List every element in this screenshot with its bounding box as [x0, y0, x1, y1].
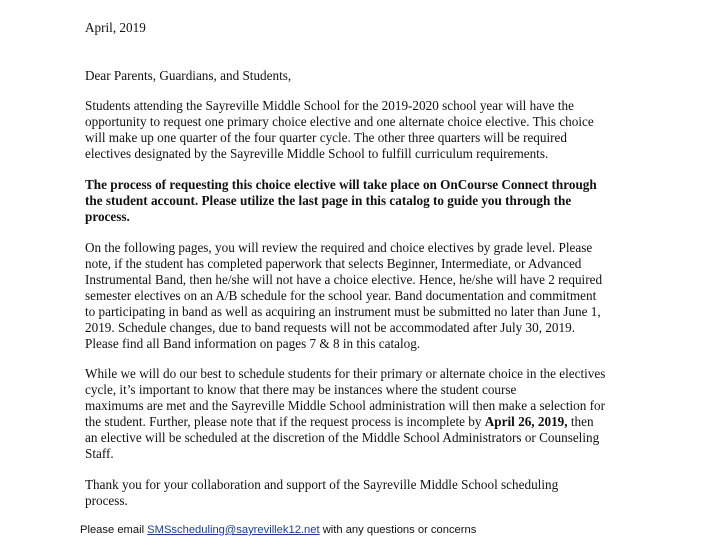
paragraph-4-text: then	[567, 414, 594, 429]
paragraph-3-line: 2019. Schedule changes, due to band requests will not be accommodated after July 30, 2019.	[85, 320, 576, 335]
footer-text: Please email	[80, 524, 148, 536]
letter-salutation: Dear Parents, Guardians, and Students,	[85, 68, 292, 83]
paragraph-3-line: to participating in band as well as acquiring an instrument must be submitted no later than June 1,	[85, 304, 601, 319]
paragraph-1-line: electives designated by the Sayreville Middle School to fulfill curriculum requirements.	[85, 146, 549, 161]
paragraph-4-line: Staff.	[85, 446, 114, 461]
paragraph-3-line: note, if the student has completed paperwork that selects Beginner, Intermediate, or Advanced	[85, 256, 582, 271]
paragraph-3-line: On the following pages, you will review the required and choice electives by grade level. Please	[85, 240, 593, 255]
paragraph-2-bold-line: process.	[85, 209, 130, 224]
paragraph-4-text: the student. Further, please note that if the request process is incomplete by	[85, 414, 485, 429]
paragraph-4-line: maximums are met and the Sayreville Middle School administration will then make a selection for	[85, 398, 606, 413]
letter-date: April, 2019	[85, 20, 146, 35]
paragraph-1-line: opportunity to request one primary choice elective and one alternate choice elective. This choice	[85, 114, 594, 129]
paragraph-4-line: cycle, it’s important to know that there may be instances where the student course	[85, 382, 517, 397]
paragraph-4-line	[85, 414, 594, 429]
closing-line: process.	[85, 493, 128, 508]
closing-line: Thank you for your collaboration and support of the Sayreville Middle School scheduling	[85, 477, 559, 492]
footer-contact	[80, 523, 476, 537]
paragraph-3-line: Instrumental Band, then he/she will not have a choice elective. Hence, he/she will have 2 required	[85, 272, 603, 287]
paragraph-2-bold-line: The process of requesting this choice elective will take place on OnCourse Connect through	[85, 177, 597, 192]
email-link[interactable]: SMSscheduling@sayrevillek12.net	[147, 524, 320, 536]
paragraph-1-line: will make up one quarter of the four quarter cycle. The other three quarters will be required	[85, 130, 568, 145]
paragraph-3-line: Please find all Band information on pages 7 & 8 in this catalog.	[85, 336, 421, 351]
deadline-date: April 26, 2019,	[484, 414, 568, 429]
paragraph-4-line: While we will do our best to schedule students for their primary or alternate choice in the electives	[85, 366, 606, 381]
paragraph-3-line: semester electives on an A/B schedule for the school year. Band documentation and commitment	[85, 288, 597, 303]
paragraph-4-line: an elective will be scheduled at the discretion of the Middle School Administrators or Counseling	[85, 430, 600, 445]
paragraph-2-bold-line: the student account. Please utilize the last page in this catalog to guide you through the	[85, 193, 572, 208]
footer-text: with any questions or concerns	[319, 524, 477, 536]
paragraph-1-line: Students attending the Sayreville Middle School for the 2019-2020 school year will have the	[85, 98, 574, 113]
